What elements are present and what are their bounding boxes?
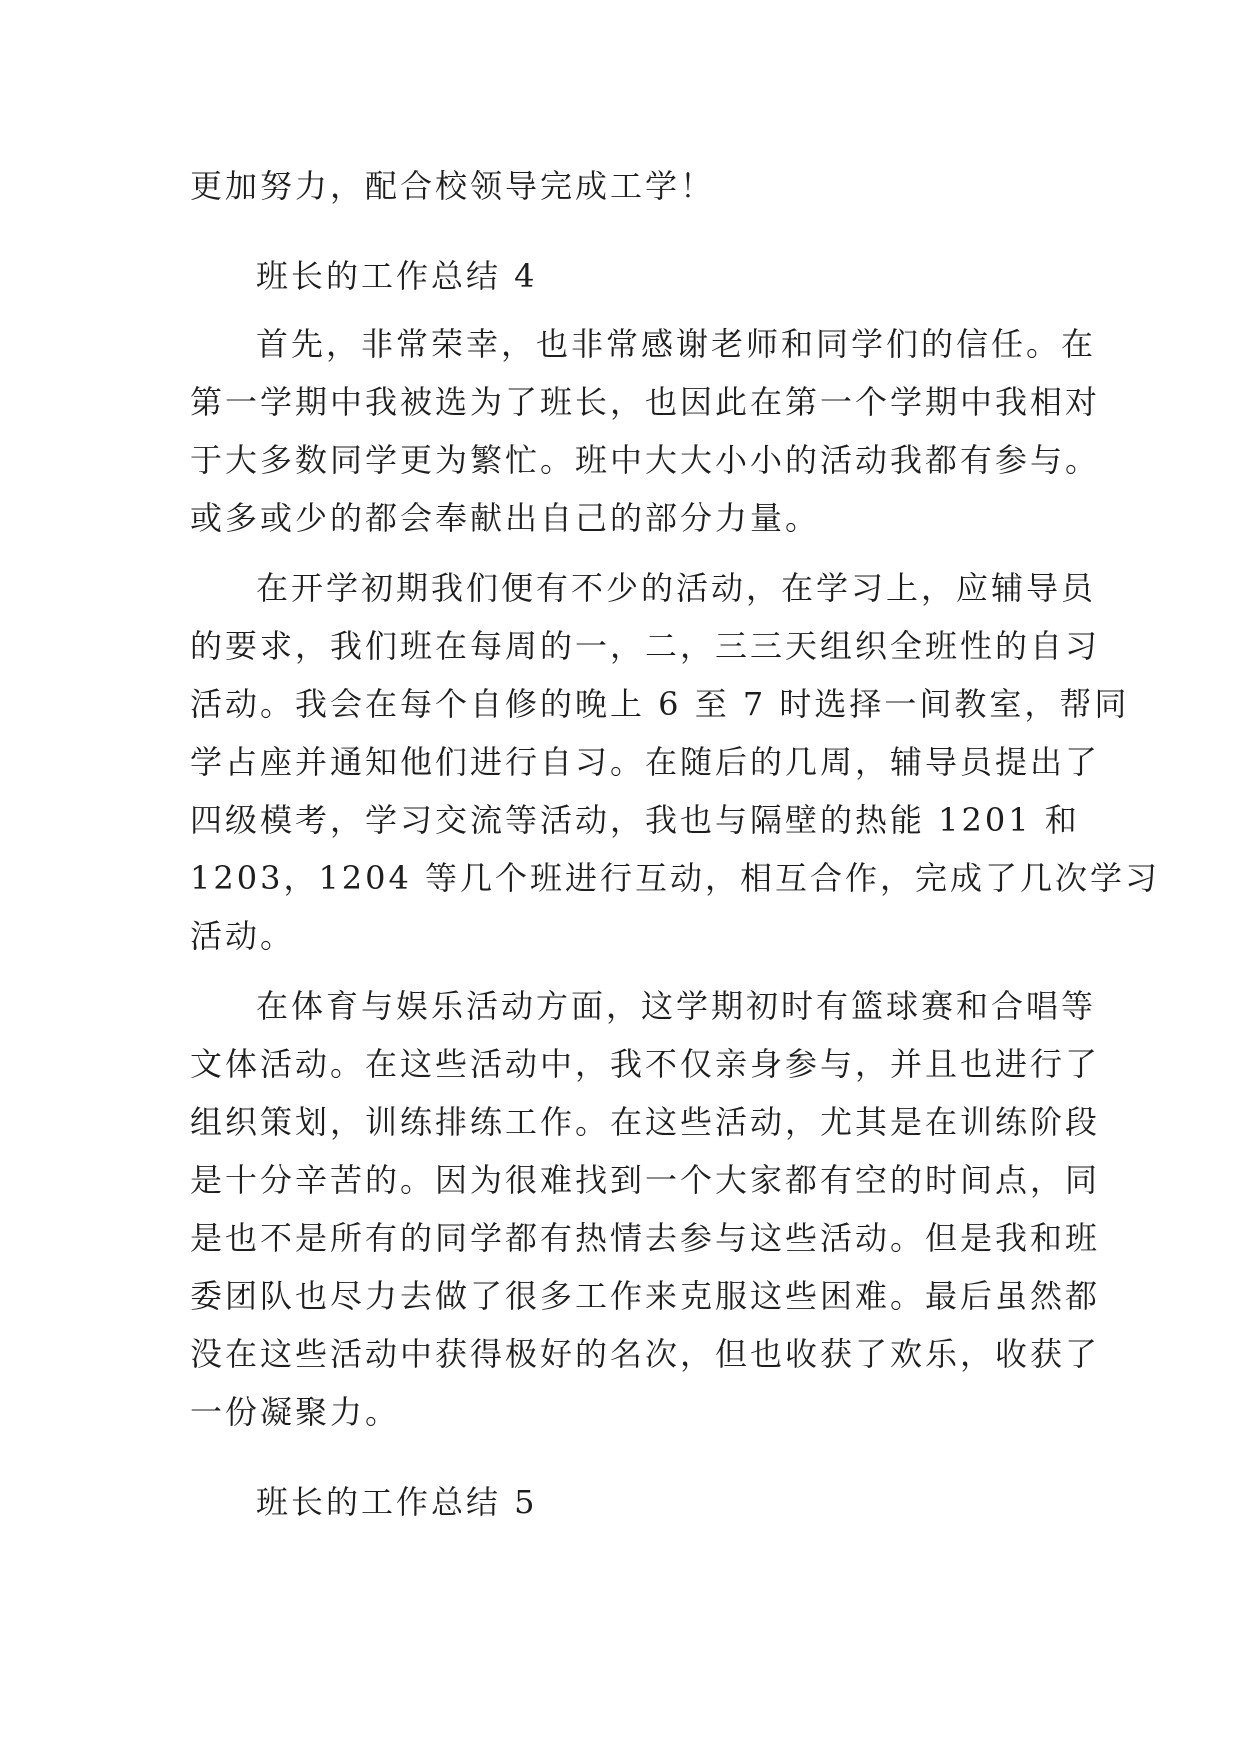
- paragraph-line: 的要求，我们班在每周的一，二，三三天组织全班性的自习: [190, 627, 1101, 665]
- section-heading: 班长的工作总结 4: [256, 257, 538, 295]
- paragraph-line: 第一学期中我被选为了班长，也因此在第一个学期中我相对: [190, 383, 1101, 421]
- paragraph-line: 四级模考，学习交流等活动，我也与隔壁的热能 1201 和: [190, 801, 1080, 839]
- section-heading: 班长的工作总结 5: [256, 1483, 538, 1521]
- paragraph-line: 活动。我会在每个自修的晚上 6 至 7 时选择一间教室，帮同: [190, 685, 1130, 723]
- paragraph-line: 是十分辛苦的。因为很难找到一个大家都有空的时间点，同: [190, 1161, 1101, 1199]
- paragraph-line: 于大多数同学更为繁忙。班中大大小小的活动我都有参与。: [190, 441, 1101, 479]
- paragraph-line: 一份凝聚力。: [190, 1393, 401, 1431]
- paragraph-line: 首先，非常荣幸，也非常感谢老师和同学们的信任。在: [256, 325, 1097, 363]
- paragraph-line: 1203，1204 等几个班进行互动，相互合作，完成了几次学习: [190, 859, 1161, 897]
- paragraph-line: 委团队也尽力去做了很多工作来克服这些困难。最后虽然都: [190, 1277, 1101, 1315]
- text-line: 更加努力，配合校领导完成工学！: [190, 167, 716, 205]
- paragraph-line: 学占座并通知他们进行自习。在随后的几周，辅导员提出了: [190, 743, 1101, 781]
- paragraph-line: 组织策划，训练排练工作。在这些活动，尤其是在训练阶段: [190, 1103, 1101, 1141]
- paragraph-line: 文体活动。在这些活动中，我不仅亲身参与，并且也进行了: [190, 1045, 1101, 1083]
- paragraph-line: 是也不是所有的同学都有热情去参与这些活动。但是我和班: [190, 1219, 1101, 1257]
- paragraph-line: 在开学初期我们便有不少的活动，在学习上，应辅导员: [256, 569, 1097, 607]
- paragraph-line: 没在这些活动中获得极好的名次，但也收获了欢乐，收获了: [190, 1335, 1101, 1373]
- paragraph-line: 活动。: [190, 917, 296, 955]
- paragraph-line: 或多或少的都会奉献出自己的部分力量。: [190, 499, 821, 537]
- paragraph-line: 在体育与娱乐活动方面，这学期初时有篮球赛和合唱等: [256, 987, 1097, 1025]
